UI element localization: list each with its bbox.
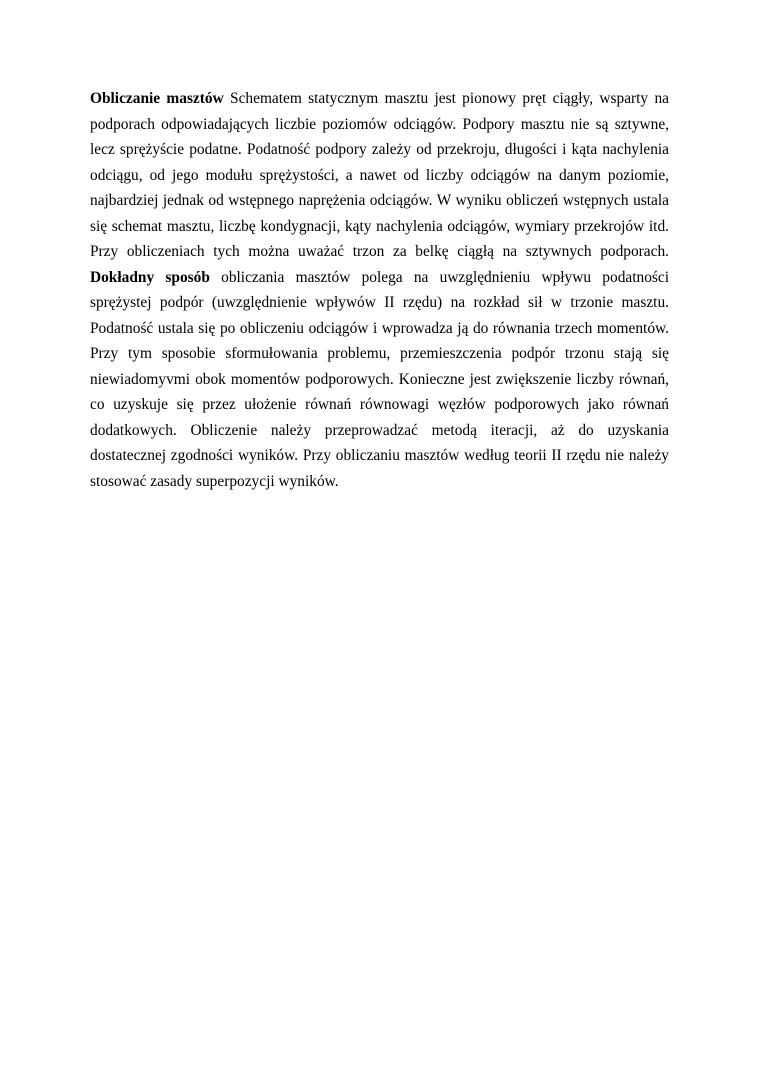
paragraph	[90, 86, 669, 494]
document-body	[90, 86, 669, 494]
paragraph-text-part-2: obliczania masztów polega na uwzględnieniu wpływu podatności sprężystej podpór (uwzględnienie wpływów II rzędu) na rozkład sił w trzonie masztu. Podatność ustala się po obliczeniu odciągów i wprowadza ją do równania trzech momentów. Przy tym sposobie sformułowania problemu, przemieszczenia podpór trzonu stają się niewiadomyvmi obok momentów podporowych. Konieczne jest zwiększenie liczby równań, co uzyskuje się przez ułożenie równań równowagi węzłów podporowych jako równań dodatkowych. Obliczenie należy przeprowadzać metodą iteracji, aż do uzyskania dostatecznej zgodności wyników. Przy obliczaniu masztów według teorii II rzędu nie należy stosować zasady superpozycji wyników.	[90, 268, 669, 490]
paragraph-text-part-1: Schematem statycznym masztu jest pionowy pręt ciągły, wsparty na podporach odpowiadających liczbie poziomów odciągów. Podpory masztu nie są sztywne, lecz sprężyście podatne. Podatność podpory zależy od przekroju, długości i kąta nachylenia odciągu, od jego modułu sprężystości, a nawet od liczby odciągów na danym poziomie, najbardziej jednak od wstępnego naprężenia odciągów. W wyniku obliczeń wstępnych ustala się schemat masztu, liczbę kondygnacji, kąty nachylenia odciągów, wymiary przekrojów itd. Przy obliczeniach tych można uważać trzon za belkę ciągłą na sztywnych podporach.	[90, 90, 669, 260]
bold-term: Dokładny sposób	[90, 268, 210, 286]
section-heading: Obliczanie masztów	[90, 90, 224, 107]
